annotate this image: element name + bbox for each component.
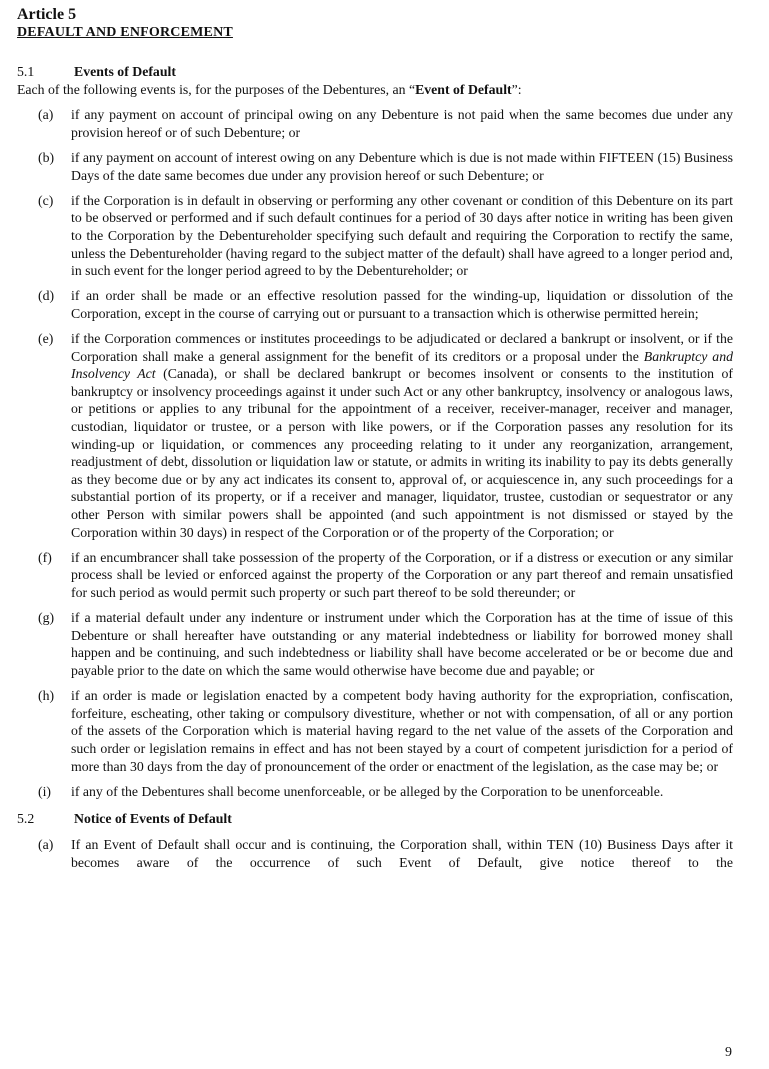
intro-text: Each of the following events is, for the purposes of the Debentures, an “ <box>17 81 416 97</box>
item-text: if an encumbrancer shall take possession of the property of the Corporation, or if a distress or execution or any similar process shall be levied or enforced against the property of the Corporation or any part thereof and remain unsatisfied for such period as would permit such property or such part thereof to be sold thereunder; or <box>71 549 733 600</box>
statute-name: Bankruptcy and Insolvency Act <box>71 348 733 382</box>
defined-term: Event of Default <box>415 81 512 97</box>
item-label: (b) <box>38 149 55 165</box>
item-label: (g) <box>38 610 55 626</box>
item-label: (i) <box>38 783 52 799</box>
page-number: 9 <box>725 1045 732 1060</box>
section-5-2-heading <box>17 810 733 828</box>
list-item <box>17 549 733 602</box>
item-label: (f) <box>38 549 52 565</box>
list-item <box>17 836 733 871</box>
section-number: 5.2 <box>17 811 35 827</box>
article-title: Article 5 <box>17 6 77 23</box>
section-number: 5.1 <box>17 64 35 79</box>
list-item <box>17 106 733 141</box>
item-text: if the Corporation is in default in observing or performing any other covenant or condition of this Debenture on its part to be observed or performed and if such default continues for a period of 30 days after notice in writing has been given to the Corporation by the Debentureholder specifying such default and requiring the Corporation to rectify the same, unless the Debentureholder (having regard to the subject matter of the default) shall have agreed to a longer period and, in such event for the longer period agreed to by the Debentureholder; or <box>71 192 733 279</box>
item-text <box>71 330 733 541</box>
notice-list <box>17 836 733 871</box>
list-item <box>17 783 733 801</box>
item-label: (d) <box>38 288 55 304</box>
item-text: if an order is made or legislation enacted by a competent body having authority for the expropriation, confiscation, forfeiture, escheating, other taking or compulsory divestiture, whether or not with compensation, of all or any portion of the assets of the Corporation which is material having regard to the net value of the assets of the Corporation and such order or legislation remains in effect and has not been stayed by a court of competent jurisdiction for a period of more than 30 days from the day of pronouncement of the order or enactment of the legislation, as the case may be; or <box>71 688 733 774</box>
item-text: if any payment on account of interest owing on any Debenture which is due is not made within FIFTEEN (15) Business Days of the date same becomes due under any provision hereof or such Debenture; or <box>71 149 733 183</box>
item-label: (e) <box>38 331 54 347</box>
article-subtitle: DEFAULT AND ENFORCEMENT <box>17 25 233 40</box>
item-text: if any payment on account of principal owing on any Debenture is not paid when the same becomes due under any provision hereof or of such Debenture; or <box>71 107 733 140</box>
item-text-pre: if the Corporation commences or institutes proceedings to be adjudicated or declared a bankrupt or insolvent, or if the Corporation shall make a general assignment for the benefit of its creditors or a proposal under the <box>71 331 733 364</box>
section-5-1-heading <box>17 63 733 81</box>
item-text-post: (Canada), or shall be declared bankrupt or becomes insolvent or consents to the institution of bankruptcy or insolvency proceedings against it under such Act or any other bankruptcy, insolvency or analogous laws, or petitions or applies to any tribunal for the appointment of a receiver, receiver-manager, receiver and manager, custodian, liquidator or trustee, or a person with like powers, or if the Corporation passes any resolution for its winding-up or liquidation, or commences any proceeding relating to it under any reorganization, arrangement, readjustment of debt, dissolution or liquidation law or statute, or admits in writing its inability to pay its debts generally as they become due or by any act indicates its consent to, approval of, or acquiescence in, any such proceedings for a substantial portion of its property, or if a receiver and manager, liquidator, trustee, custodian or sequestrator or any other Person with similar powers shall be appointed (and such appointment is not dismissed or stayed by the Corporation within 30 days) in respect of the Corporation or of the property of the Corporation; or <box>71 366 733 540</box>
item-text: If an Event of Default shall occur and is continuing, the Corporation shall, within TEN (10) Business Days after it becomes aware of the occurrence of such Event of Default, give notice thereof to the <box>71 836 733 870</box>
document-page <box>17 6 733 879</box>
item-label: (h) <box>38 688 55 704</box>
item-label: (c) <box>38 192 54 208</box>
list-item <box>17 192 733 280</box>
item-text: if an order shall be made or an effective resolution passed for the winding-up, liquidation or dissolution of the Corporation, except in the course of carrying out or pursuant to a transaction which is otherwise permitted herein; <box>71 288 733 321</box>
item-text: if any of the Debentures shall become unenforceable, or be alleged by the Corporation to be unenforceable. <box>71 783 664 799</box>
list-item <box>17 609 733 679</box>
section-intro <box>17 81 733 99</box>
item-text: if a material default under any indenture or instrument under which the Corporation has at the time of issue of this Debenture or shall hereafter have outstanding or any material indebtedness or liability for borrowed money shall happen and be continuing, and such indebtedness or liability shall have become accelerated or be or become due and payable prior to the date on which the same would otherwise have become due and payable; or <box>71 610 733 678</box>
list-item <box>17 287 733 322</box>
list-item <box>17 687 733 775</box>
item-label: (a) <box>38 836 54 852</box>
section-title: Events of Default <box>74 64 176 79</box>
section-title: Notice of Events of Default <box>74 811 232 827</box>
item-label: (a) <box>38 107 54 123</box>
events-of-default-list <box>17 106 733 800</box>
list-item <box>17 330 733 541</box>
intro-text-end: ”: <box>511 81 522 97</box>
list-item <box>17 149 733 184</box>
